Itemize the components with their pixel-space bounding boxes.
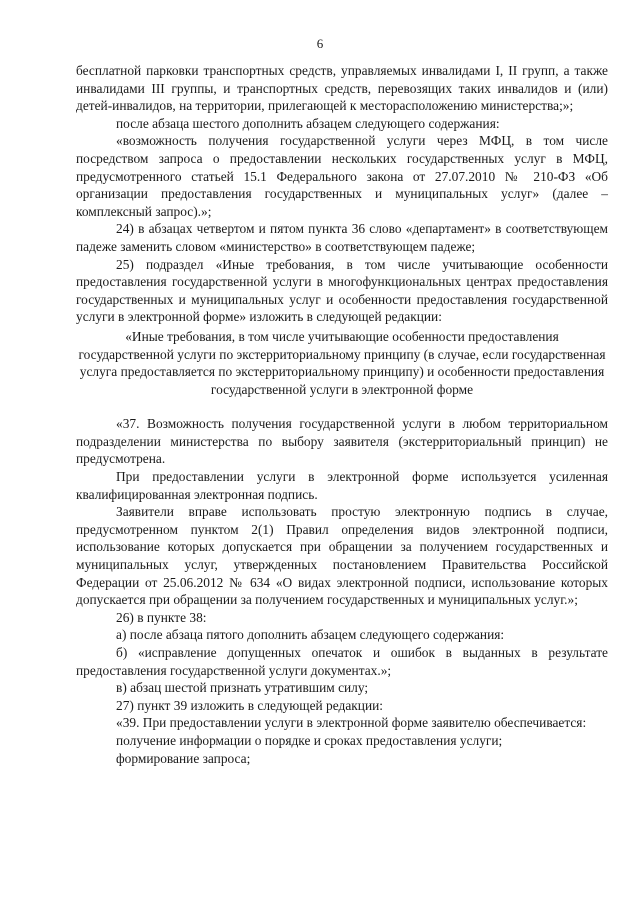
- paragraph-item-27: 27) пункт 39 изложить в следующей редакции:: [116, 697, 384, 713]
- paragraph-simple-signature: Заявители вправе использовать простую электронную подпись в случае, предусмотренном пунктом 2(1) Правил определения видов электронной подписи, использование которых допускается при обращении за получением государственных и муниципальных услуг, утвержденных постановлением Правительства Российской Федерации от 25.06.2012 № 634 «О видах электронной подписи, использование которых допускается при обращении за получением государственных и муниципальных услуг.»;: [76, 504, 608, 608]
- paragraph-sub-b: б) «исправление допущенных опечаток и ошибок в выданных в результате предоставления государственной услуги документах.»;: [76, 645, 608, 678]
- paragraph-item-26: 26) в пункте 38:: [116, 609, 207, 625]
- paragraph-mfc-possibility: «возможность получения государственной услуги через МФЦ, в том числе посредством запроса о предоставлении нескольких государственных услуг в МФЦ, предусмотренного статьей 15.1 Федерального закона от 27.07.2010 № 210-ФЗ «Об организации предоставления государственных и муниципальных услуг» (далее – комплексный запрос).»;: [76, 133, 608, 219]
- paragraph-item-39: «39. При предоставлении услуги в электронной форме заявителю обеспечивается:: [116, 715, 587, 731]
- document-body: [76, 62, 608, 767]
- paragraph-sub-a: а) после абзаца пятого дополнить абзацем следующего содержания:: [116, 627, 505, 643]
- paragraph-qualified-signature: При предоставлении услуги в электронной форме используется усиленная квалифицированная электронная подпись.: [76, 469, 608, 502]
- paragraph-item-25: 25) подраздел «Иные требования, в том числе учитывающие особенности предоставления государственной услуги в многофункциональных центрах предоставления государственных и муниципальных услуг и особенности предоставления государственной услуги в электронной форме» изложить в следующей редакции:: [76, 256, 608, 325]
- paragraph-info-procedure: получение информации о порядке и сроках предоставления услуги;: [116, 732, 503, 748]
- page-number: 6: [316, 36, 324, 51]
- paragraph-request-formation: формирование запроса;: [116, 750, 251, 766]
- spacer: [76, 398, 608, 415]
- paragraph-item-24: 24) в абзацах четвертом и пятом пункта 36 слово «департамент» в соответствующем падеже заменить словом «министерство» в соответствующем падеже;: [76, 221, 608, 254]
- paragraph-after-sixth: после абзаца шестого дополнить абзацем следующего содержания:: [116, 115, 500, 131]
- section-heading: «Иные требования, в том числе учитывающие особенности предоставления государственной услуги по экстерриториальному принципу (в случае, если государственная услуга предоставляется по экстерриториальному принципу) и особенности предоставления государственной услуги в электронной форме: [78, 328, 606, 397]
- paragraph-parking: бесплатной парковки транспортных средств, управляемых инвалидами I, II групп, а также инвалидами III группы, и транспортных средств, перевозящих таких инвалидов и (или) детей-инвалидов, на территории, прилегающей к месторасположению министерства;»;: [76, 63, 608, 114]
- paragraph-sub-v: в) абзац шестой признать утратившим силу;: [116, 680, 369, 696]
- paragraph-item-37: «37. Возможность получения государственной услуги в любом территориальном подразделении министерства по выбору заявителя (экстерриториальный принцип) не предусмотрена.: [76, 416, 608, 467]
